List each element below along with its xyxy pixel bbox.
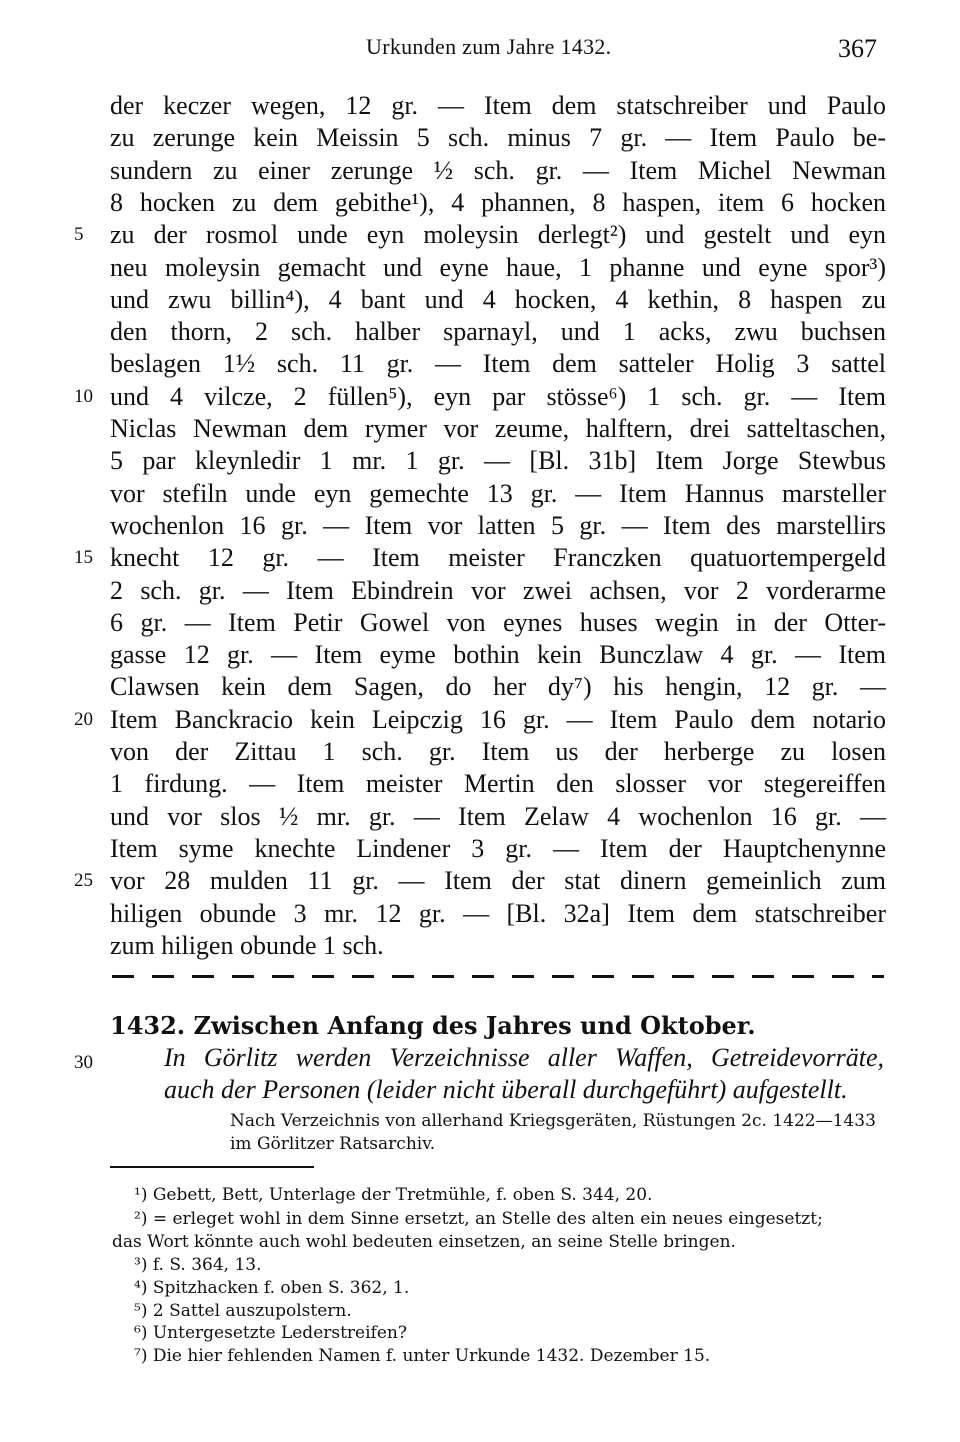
footnote: das Wort könnte auch wohl bedeuten einsetzen, an seine Stelle bringen. (112, 1232, 736, 1252)
body-line: 8 hocken zu dem gebithe¹), 4 phannen, 8 haspen, item 6 hocken (110, 187, 886, 217)
page-number: 367 (838, 34, 877, 63)
body-line: Niclas Newman dem rymer vor zeume, halftern, drei satteltaschen, (110, 414, 886, 443)
line-number: 30 (74, 1052, 93, 1073)
body-line: und 4 vilcze, 2 füllen⁵), eyn par stösse⁶) 1 sch. gr. — Item (110, 381, 886, 411)
line-number: 5 (74, 224, 84, 246)
body-line: von der Zittau 1 sch. gr. Item us der herberge zu losen (110, 737, 886, 766)
body-line: gasse 12 gr. — Item eyme bothin kein Bunczlaw 4 gr. — Item (110, 640, 886, 670)
running-title: Urkunden zum Jahre 1432. (366, 34, 612, 59)
footnote: ¹) Gebett, Bett, Unterlage der Tretmühle, f. oben S. 344, 20. (134, 1185, 653, 1205)
body-line: beslagen 1½ sch. 11 gr. — Item dem satteler Holig 3 sattel (110, 349, 886, 379)
body-line: neu moleysin gemacht und eyne haue, 1 phanne und eyne spor³) (110, 252, 886, 282)
body-line: knecht 12 gr. — Item meister Franczken quatuortempergeld (110, 543, 886, 573)
line-number: 25 (74, 870, 93, 892)
line-number: 20 (74, 708, 93, 730)
body-line: wochenlon 16 gr. — Item vor latten 5 gr. — Item des marstellirs (110, 510, 886, 540)
body-line: den thorn, 2 sch. halber sparnayl, und 1 acks, zwu buchsen (110, 317, 886, 347)
body-line: vor 28 mulden 11 gr. — Item der stat dinern gemeinlich zum (110, 866, 886, 896)
body-line: zum hiligen obunde 1 sch. (110, 930, 384, 960)
body-line: der keczer wegen, 12 gr. — Item dem statschreiber und Paulo (110, 91, 886, 120)
summary-line: In Görlitz werden Verzeichnisse aller Waffen, Getreidevorräte, (164, 1043, 884, 1072)
source-line: Nach Verzeichnis von allerhand Kriegsgeräten, Rüstungen 2c. 1422—1433 (230, 1111, 876, 1131)
footnote: ⁶) Untergesetzte Lederstreifen? (134, 1323, 407, 1343)
body-line: vor stefiln unde eyn gemechte 13 gr. — Item Hannus marsteller (110, 478, 886, 508)
body-line: Clawsen kein dem Sagen, do her dy⁷) his hengin, 12 gr. — (110, 672, 886, 702)
entry-heading: 1432. Zwischen Anfang des Jahres und Oktober. (110, 1011, 756, 1040)
body-line: zu der rosmol unde eyn moleysin derlegt²) und gestelt und eyn (110, 220, 886, 250)
body-line: zu zerunge kein Meissin 5 sch. minus 7 gr. — Item Paulo be- (110, 123, 886, 153)
body-line: 5 par kleynledir 1 mr. 1 gr. — [Bl. 31b] Item Jorge Stewbus (110, 446, 886, 476)
body-line: 2 sch. gr. — Item Ebindrein vor zwei achsen, vor 2 vorderarme (110, 575, 886, 605)
body-line: 1 firdung. — Item meister Mertin den slosser vor stegereiffen (110, 769, 886, 799)
summary-line: auch der Personen (leider nicht überall durchgeführt) aufgestellt. (164, 1075, 848, 1104)
body-line: Item syme knechte Lindener 3 gr. — Item der Hauptchenynne (110, 833, 886, 863)
footnote: ³) f. S. 364, 13. (134, 1255, 262, 1275)
line-number: 15 (74, 547, 93, 569)
body-line: und vor slos ½ mr. gr. — Item Zelaw 4 wochenlon 16 gr. — (110, 801, 886, 831)
footnote: ²) = erleget wohl in dem Sinne ersetzt, an Stelle des alten ein neues eingesetzt; (134, 1209, 823, 1229)
footnote-rule (110, 1166, 314, 1168)
line-number: 10 (74, 385, 93, 407)
footnote: ⁷) Die hier fehlenden Namen f. unter Urkunde 1432. Dezember 15. (134, 1346, 711, 1366)
body-line: hiligen obunde 3 mr. 12 gr. — [Bl. 32a] Item dem statschreiber (110, 898, 886, 928)
footnote: ⁵) 2 Sattel auszupolstern. (134, 1301, 352, 1321)
source-line: im Görlitzer Ratsarchiv. (230, 1134, 436, 1154)
body-line: sundern zu einer zerunge ½ sch. gr. — Item Michel Newman (110, 155, 886, 185)
body-line: und zwu billin⁴), 4 bant und 4 hocken, 4 kethin, 8 haspen zu (110, 284, 886, 314)
body-line: Item Banckracio kein Leipczig 16 gr. — Item Paulo dem notario (110, 704, 886, 734)
body-line: 6 gr. — Item Petir Gowel von eynes huses wegin in der Otter- (110, 607, 886, 637)
footnote: ⁴) Spitzhacken f. oben S. 362, 1. (134, 1278, 410, 1298)
section-divider (112, 975, 884, 978)
